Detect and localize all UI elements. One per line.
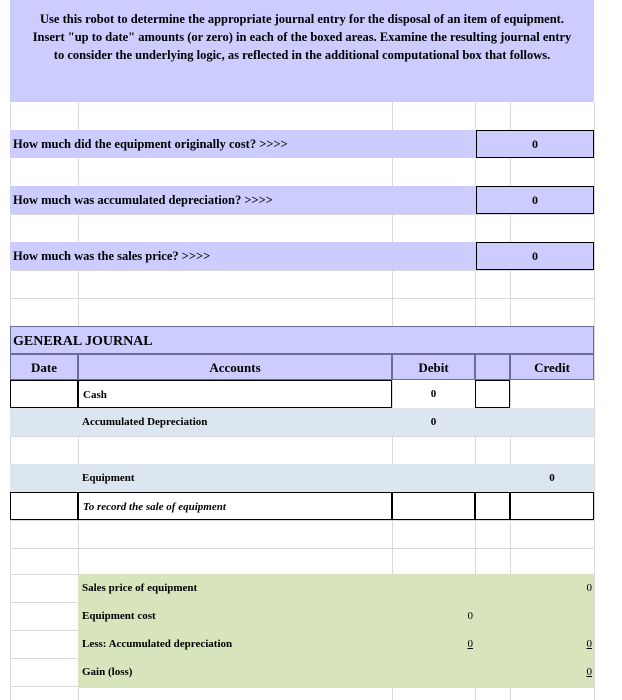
sales-price-label: Sales price of equipment <box>82 582 198 594</box>
cash-spacer-cell <box>475 380 510 408</box>
equipment-cost-computed-cell <box>392 602 473 630</box>
gain-loss-label-cell <box>78 658 392 686</box>
equipment-credit-cell <box>510 464 594 492</box>
question-label: How much was accumulated depreciation? >>>> <box>13 193 273 207</box>
less-accumulated-depreciation-computed-cell <box>392 630 473 658</box>
less-accumulated-depreciation-label-cell <box>78 630 392 658</box>
column-header-debit <box>392 354 475 380</box>
equipment-cost-computed-value: 0 <box>467 610 473 622</box>
memo-credit-cell <box>510 492 594 520</box>
question-label: How much was the sales price? >>>> <box>13 249 211 263</box>
cash-account-cell <box>78 380 392 408</box>
cash-account-label: Cash <box>83 389 107 401</box>
column-header-accounts <box>78 354 392 380</box>
sales-price-label-cell <box>78 574 392 602</box>
memo-debit-cell <box>392 492 475 520</box>
memo-spacer-cell <box>475 492 510 520</box>
net-book-value-cell <box>510 630 592 658</box>
sales-price-input[interactable] <box>476 242 594 270</box>
net-book-value: 0 <box>586 638 592 650</box>
credit-header-text: Credit <box>534 360 570 375</box>
general-journal-title-text: GENERAL JOURNAL <box>13 334 153 349</box>
accumulated-depreciation-debit-cell <box>392 408 475 436</box>
equipment-account-cell <box>78 464 392 492</box>
column-header-spacer <box>475 354 510 380</box>
instructions-text: Use this robot to determine the appropriate journal entry for the disposal of an item of equipment. Insert "up to date" amounts (or zero) in each of the boxed areas. Examine the resulting journal entry to consider the underlying logic, as reflected in the additional computational box that follows. <box>32 12 572 62</box>
accumulated-depreciation-value: 0 <box>532 193 538 207</box>
gain-loss-label: Gain (loss) <box>82 666 133 678</box>
question-label: How much did the equipment originally cost? >>>> <box>13 137 288 151</box>
gain-loss-computed-value: 0 <box>586 666 592 678</box>
sales-price-computed-value: 0 <box>586 582 592 594</box>
accounts-header-text: Accounts <box>209 360 261 375</box>
accumulated-depreciation-debit-value: 0 <box>430 416 437 428</box>
memo-text: To record the sale of equipment <box>83 501 226 513</box>
general-journal-title <box>10 326 594 354</box>
memo-cell <box>78 492 392 520</box>
less-accumulated-depreciation-label: Less: Accumulated depreciation <box>82 638 233 650</box>
gain-loss-computed-cell <box>510 658 592 686</box>
original-cost-value: 0 <box>532 137 538 151</box>
column-header-date <box>10 354 78 380</box>
sales-price-computed-cell <box>510 574 592 602</box>
equipment-account-label: Equipment <box>82 472 135 484</box>
equipment-credit-value: 0 <box>549 472 555 484</box>
equipment-cost-label-cell <box>78 602 392 630</box>
debit-header-text: Debit <box>418 360 449 375</box>
accumulated-depreciation-input[interactable] <box>476 186 594 214</box>
cash-debit-cell <box>392 380 475 408</box>
accumulated-depreciation-account-cell <box>78 408 392 436</box>
column-header-credit <box>510 354 594 380</box>
original-cost-input[interactable] <box>476 130 594 158</box>
cash-date-cell[interactable] <box>10 380 78 408</box>
equipment-cost-label: Equipment cost <box>82 610 156 622</box>
date-header-text: Date <box>31 360 57 375</box>
memo-date-cell[interactable] <box>10 492 78 520</box>
accumulated-depreciation-account-label: Accumulated Depreciation <box>82 416 208 428</box>
cash-debit-value: 0 <box>430 388 437 400</box>
sales-price-value: 0 <box>532 249 538 263</box>
less-accumulated-depreciation-computed-value: 0 <box>467 638 473 650</box>
instructions-box <box>10 0 594 102</box>
